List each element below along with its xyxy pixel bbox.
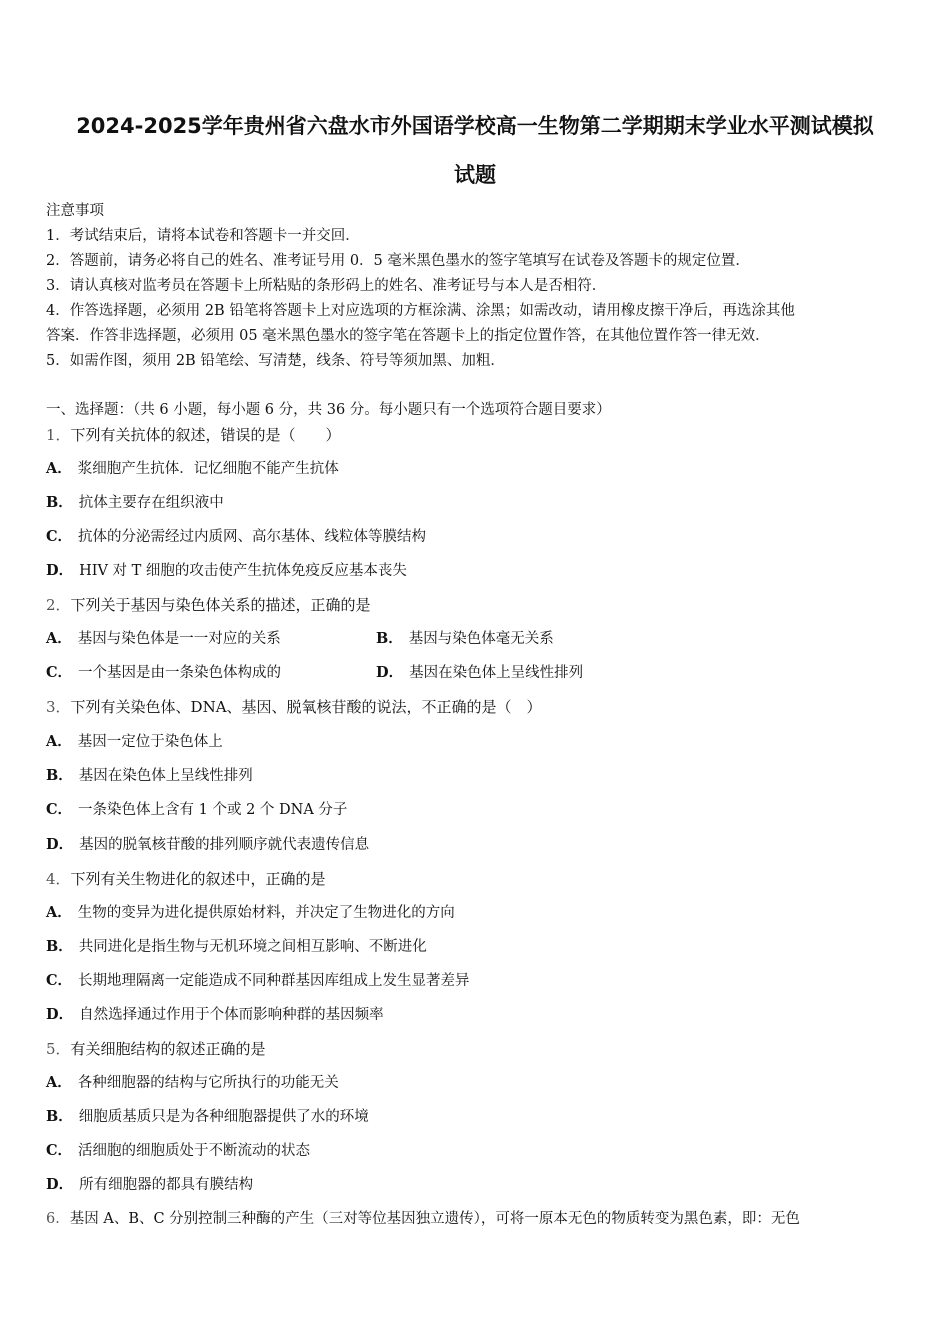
question-text: 基因 A、B、C 分别控制三种酶的产生（三对等位基因独立遗传），可将一原本无色的物质转变为黑色素，即：无色 xyxy=(69,1211,800,1227)
option-row xyxy=(46,662,911,684)
question-number: 5． xyxy=(46,1040,71,1058)
question-stem xyxy=(46,594,911,616)
notice-item: 答案．作答非选择题，必须用 05 毫米黑色墨水的签字笔在答题卡上的指定位置作答，在其他位置作答一律无效． xyxy=(46,328,770,344)
option-label: B． xyxy=(376,630,403,647)
question-text: 下列有关生物进化的叙述中，正确的是 xyxy=(70,870,326,888)
option-text: 一个基因是由一条染色体构成的 xyxy=(78,665,282,681)
option-text: 生物的变异为进化提供原始材料，并决定了生物进化的方向 xyxy=(77,905,455,921)
option-text: HIV 对 T 细胞的攻击使产生抗体免疫反应基本丧失 xyxy=(79,563,407,579)
option xyxy=(46,1106,911,1128)
option-text: 基因的脱氧核苷酸的排列顺序就代表遗传信息 xyxy=(79,837,370,853)
option xyxy=(46,458,911,480)
question-stem xyxy=(46,424,911,446)
section-heading: 一、选择题：（共 6 小题，每小题 6 分，共 36 分。每小题只有一个选项符合题目要求） xyxy=(46,402,611,418)
option xyxy=(46,799,911,821)
option-text: 细胞质基质只是为各种细胞器提供了水的环境 xyxy=(78,1109,369,1125)
option xyxy=(46,560,911,582)
option-label: B． xyxy=(46,938,73,955)
option-label: A． xyxy=(46,733,72,750)
option xyxy=(46,1140,911,1162)
option-label: C． xyxy=(46,528,73,545)
option-label: C． xyxy=(46,664,73,681)
notice-item: 3．请认真核对监考员在答题卡上所粘贴的条形码上的姓名、准考证号与本人是否相符． xyxy=(46,278,607,294)
option xyxy=(46,1174,911,1196)
option-text: 基因一定位于染色体上 xyxy=(77,734,223,750)
question-stem xyxy=(46,1208,911,1230)
option-text: 基因与染色体毫无关系 xyxy=(408,631,554,647)
option xyxy=(46,1072,911,1094)
option-label: D． xyxy=(46,836,74,853)
option-label: A． xyxy=(46,460,72,477)
option-label: D． xyxy=(46,1006,74,1023)
option xyxy=(376,662,583,684)
option-label: C． xyxy=(46,1142,73,1159)
question-text: 下列关于基因与染色体关系的描述，正确的是 xyxy=(70,596,371,614)
option-text: 长期地理隔离一定能造成不同种群基因库组成上发生显著差异 xyxy=(78,973,470,989)
option xyxy=(46,1004,911,1026)
option-text: 基因与染色体是一一对应的关系 xyxy=(77,631,281,647)
question-number: 1． xyxy=(46,426,71,444)
option xyxy=(46,834,911,856)
question-number: 2． xyxy=(46,596,71,614)
option xyxy=(46,526,911,548)
notice-heading: 注意事项 xyxy=(46,203,104,219)
option-text: 基因在染色体上呈线性排列 xyxy=(78,768,253,784)
option-row xyxy=(46,628,911,650)
option-label: C． xyxy=(46,972,73,989)
option xyxy=(46,731,911,753)
option xyxy=(376,628,554,650)
option-label: B． xyxy=(46,1108,73,1125)
option-text: 自然选择通过作用于个体而影响种群的基因频率 xyxy=(79,1007,384,1023)
option xyxy=(46,902,911,924)
exam-title-line2: 试题 xyxy=(454,163,496,187)
question-text: 有关细胞结构的叙述正确的是 xyxy=(70,1040,266,1058)
option-text: 抗体的分泌需经过内质网、高尔基体、线粒体等膜结构 xyxy=(78,529,427,545)
option-text: 共同进化是指生物与无机环境之间相互影响、不断进化 xyxy=(78,939,427,955)
notice-item: 1．考试结束后，请将本试卷和答题卡一并交回． xyxy=(46,228,360,244)
option-label: A． xyxy=(46,630,72,647)
option-label: A． xyxy=(46,904,72,921)
question-text: 下列有关抗体的叙述，错误的是（ ） xyxy=(70,426,341,444)
option-label: D． xyxy=(46,562,74,579)
option-label: B． xyxy=(46,494,73,511)
question-stem xyxy=(46,696,911,718)
option-text: 一条染色体上含有 1 个或 2 个 DNA 分子 xyxy=(78,802,348,818)
option xyxy=(46,492,911,514)
question-number: 6． xyxy=(46,1211,70,1227)
question-stem xyxy=(46,1038,911,1060)
notice-item: 2．答题前，请务必将自己的姓名、准考证号用 0．5 毫米黑色墨水的签字笔填写在试卷及答题卡的规定位置． xyxy=(46,253,750,269)
option-text: 基因在染色体上呈线性排列 xyxy=(409,665,584,681)
option-label: A． xyxy=(46,1074,72,1091)
option-label: D． xyxy=(376,664,404,681)
question-number: 3． xyxy=(46,698,71,716)
exam-title-line1: 2024-2025学年贵州省六盘水市外国语学校高一生物第二学期期末学业水平测试模拟 xyxy=(76,114,874,138)
option-label: B． xyxy=(46,767,73,784)
option-label: D． xyxy=(46,1176,74,1193)
option-text: 活细胞的细胞质处于不断流动的状态 xyxy=(78,1143,311,1159)
option-text: 抗体主要存在组织液中 xyxy=(78,495,224,511)
option-text: 所有细胞器的都具有膜结构 xyxy=(79,1177,254,1193)
option xyxy=(46,936,911,958)
notice-item: 4．作答选择题，必须用 2B 铅笔将答题卡上对应选项的方框涂满、涂黑；如需改动，请用橡皮擦干净后，再选涂其他 xyxy=(46,303,795,319)
question-number: 4． xyxy=(46,870,71,888)
question-text: 下列有关染色体、DNA、基因、脱氧核苷酸的说法，不正确的是（ ） xyxy=(70,698,542,716)
option-text: 各种细胞器的结构与它所执行的功能无关 xyxy=(77,1075,339,1091)
question-stem xyxy=(46,868,911,890)
option-label: C． xyxy=(46,801,73,818)
option xyxy=(46,970,911,992)
option-text: 浆细胞产生抗体．记忆细胞不能产生抗体 xyxy=(77,461,339,477)
option xyxy=(46,765,911,787)
notice-item: 5．如需作图，须用 2B 铅笔绘、写清楚，线条、符号等须加黑、加粗． xyxy=(46,353,505,369)
